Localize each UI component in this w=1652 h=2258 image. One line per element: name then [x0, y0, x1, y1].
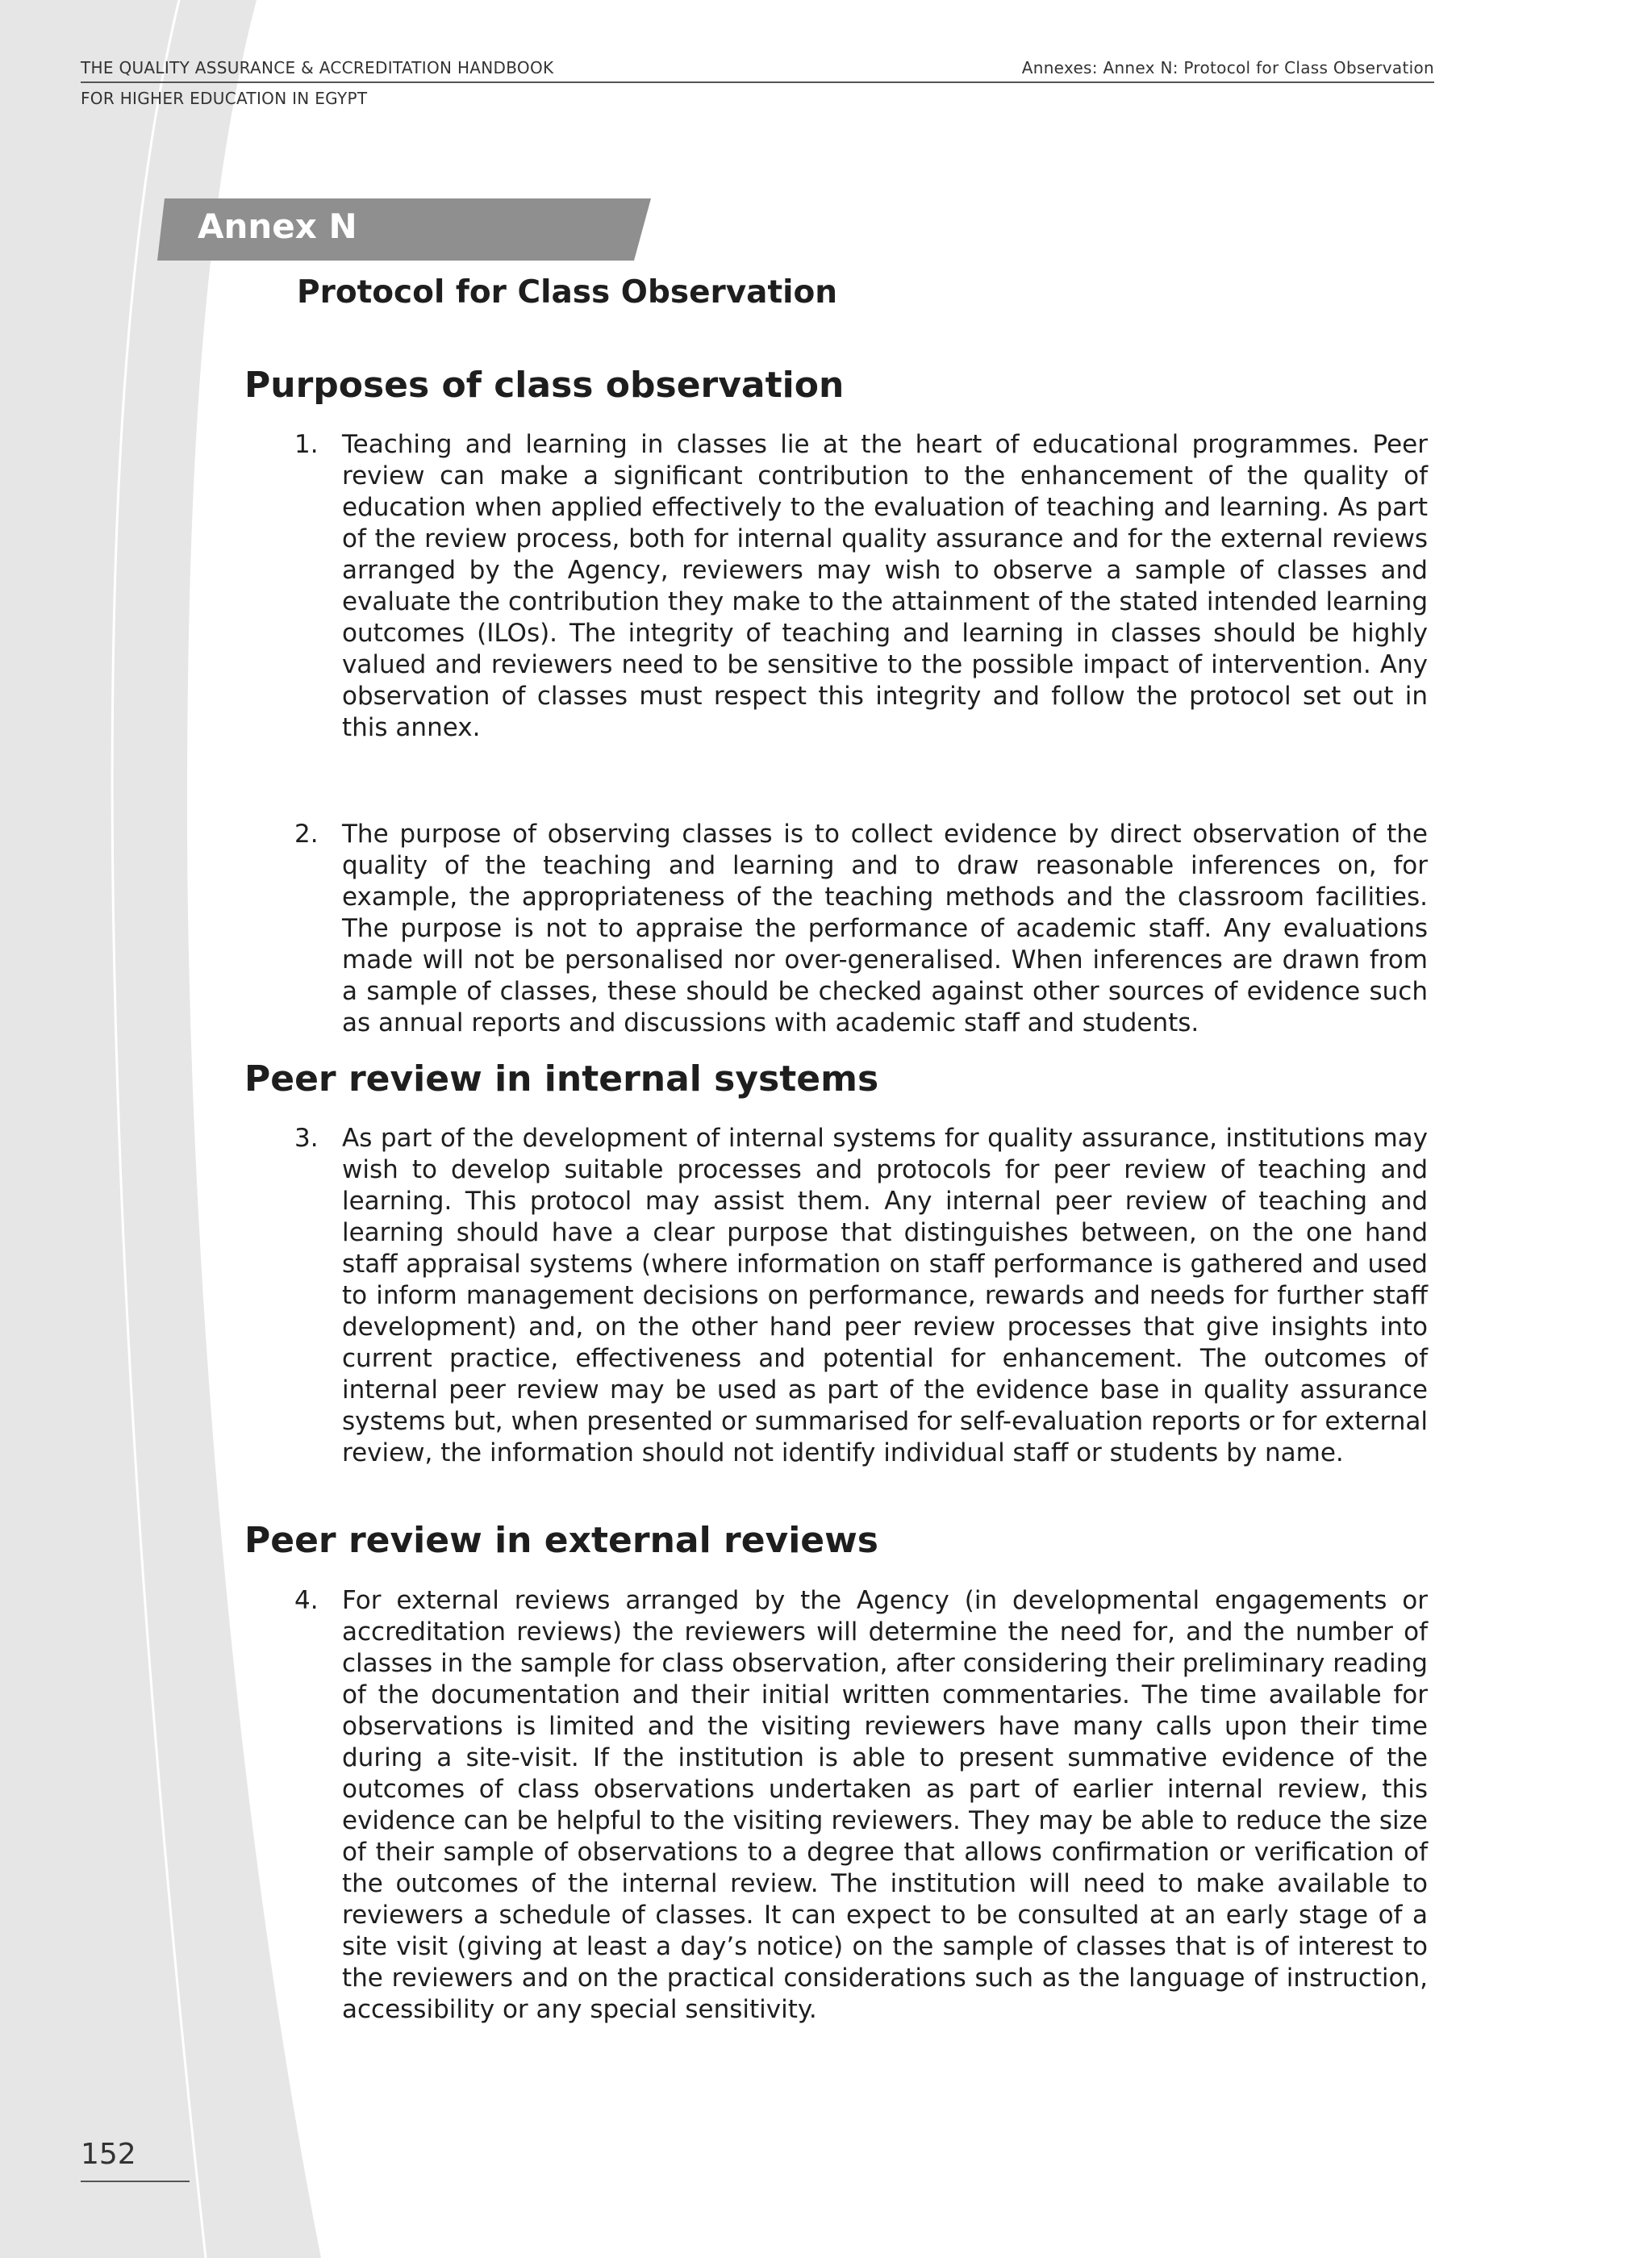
paragraph-3	[294, 1123, 1428, 1469]
paragraph-text: As part of the development of internal systems for quality assurance, institutions may wish to develop suitable processes and protocols for peer review of teaching and learning. This protocol may assist them. Any internal peer review of teaching and learning should have a clear purpose that distinguishes between, on the one hand staff appraisal systems (where information on staff performance is gathered and used to inform management decisions on performance, rewards and needs for further staff development) and, on the other hand peer review processes that give insights into current practice, effectiveness and potential for enhancement. The outcomes of internal peer review may be used as part of the evidence base in quality assurance systems but, when presented or summarised for self-evaluation reports or for external review, the information should not identify individual staff or students by name.	[342, 1124, 1428, 1467]
paragraph-number: 3.	[294, 1124, 319, 1153]
header-handbook-title: THE QUALITY ASSURANCE & ACCREDITATION HANDBOOK	[81, 58, 554, 77]
section-heading-internal: Peer review in internal systems	[244, 1058, 879, 1100]
paragraph-text: The purpose of observing classes is to collect evidence by direct observation of the quality of the teaching and learning and to draw reasonable inferences on, for example, the appropriateness of the teaching methods and the classroom facilities. The purpose is not to appraise the performance of academic staff. Any evaluations made will not be personalised nor over-generalised. When inferences are drawn from a sample of classes, these should be checked against other sources of evidence such as annual reports and discussions with academic staff and students.	[342, 820, 1428, 1037]
paragraph-4	[294, 1585, 1428, 2026]
page-number-underline	[81, 2181, 190, 2182]
paragraph-number: 4.	[294, 1586, 319, 1615]
annex-label: Annex N	[198, 207, 357, 246]
paragraph-text: Teaching and learning in classes lie at the heart of educational programmes. Peer review can make a significant contribution to the enhancement of the quality of education when applied effectively to the evaluation of teaching and learning. As part of the review process, both for internal quality assurance and for the external reviews arranged by the Agency, reviewers may wish to observe a sample of classes and evaluate the contribution they make to the attainment of the stated intended learning outcomes (ILOs). The integrity of teaching and learning in classes should be highly valued and reviewers need to be sensitive to the possible impact of intervention. Any observation of classes must respect this integrity and follow the protocol set out in this annex.	[342, 430, 1428, 742]
paragraph-text: For external reviews arranged by the Agency (in developmental engagements or accreditation reviews) the reviewers will determine the need for, and the number of classes in the sample for class observation, after considering their preliminary reading of the documentation and their initial written commentaries. The time available for observations is limited and the visiting reviewers have many calls upon their time during a site-visit. If the institution is able to present summative evidence of the outcomes of class observations undertaken as part of earlier internal review, this evidence can be helpful to the visiting reviewers. They may be able to reduce the size of their sample of observations to a degree that allows confirmation or verification of the outcomes of the internal review. The institution will need to make available to reviewers a schedule of classes. It can expect to be consulted at an early stage of a site visit (giving at least a day’s notice) on the sample of classes that is of interest to the reviewers and on the practical considerations such as the language of instruction, accessibility or any special sensitivity.	[342, 1586, 1428, 2024]
protocol-title: Protocol for Class Observation	[297, 274, 838, 311]
paragraph-2	[294, 819, 1428, 1039]
header-divider	[81, 81, 1434, 83]
paragraph-number: 2.	[294, 820, 319, 849]
header-handbook-subtitle: FOR HIGHER EDUCATION IN EGYPT	[81, 89, 368, 108]
page-number: 152	[81, 2138, 136, 2171]
section-heading-external: Peer review in external reviews	[244, 1520, 878, 1561]
header-section-title: Annexes: Annex N: Protocol for Class Observation	[1021, 58, 1434, 77]
paragraph-number: 1.	[294, 430, 319, 459]
paragraph-1	[294, 429, 1428, 744]
section-heading-purposes: Purposes of class observation	[244, 365, 845, 406]
